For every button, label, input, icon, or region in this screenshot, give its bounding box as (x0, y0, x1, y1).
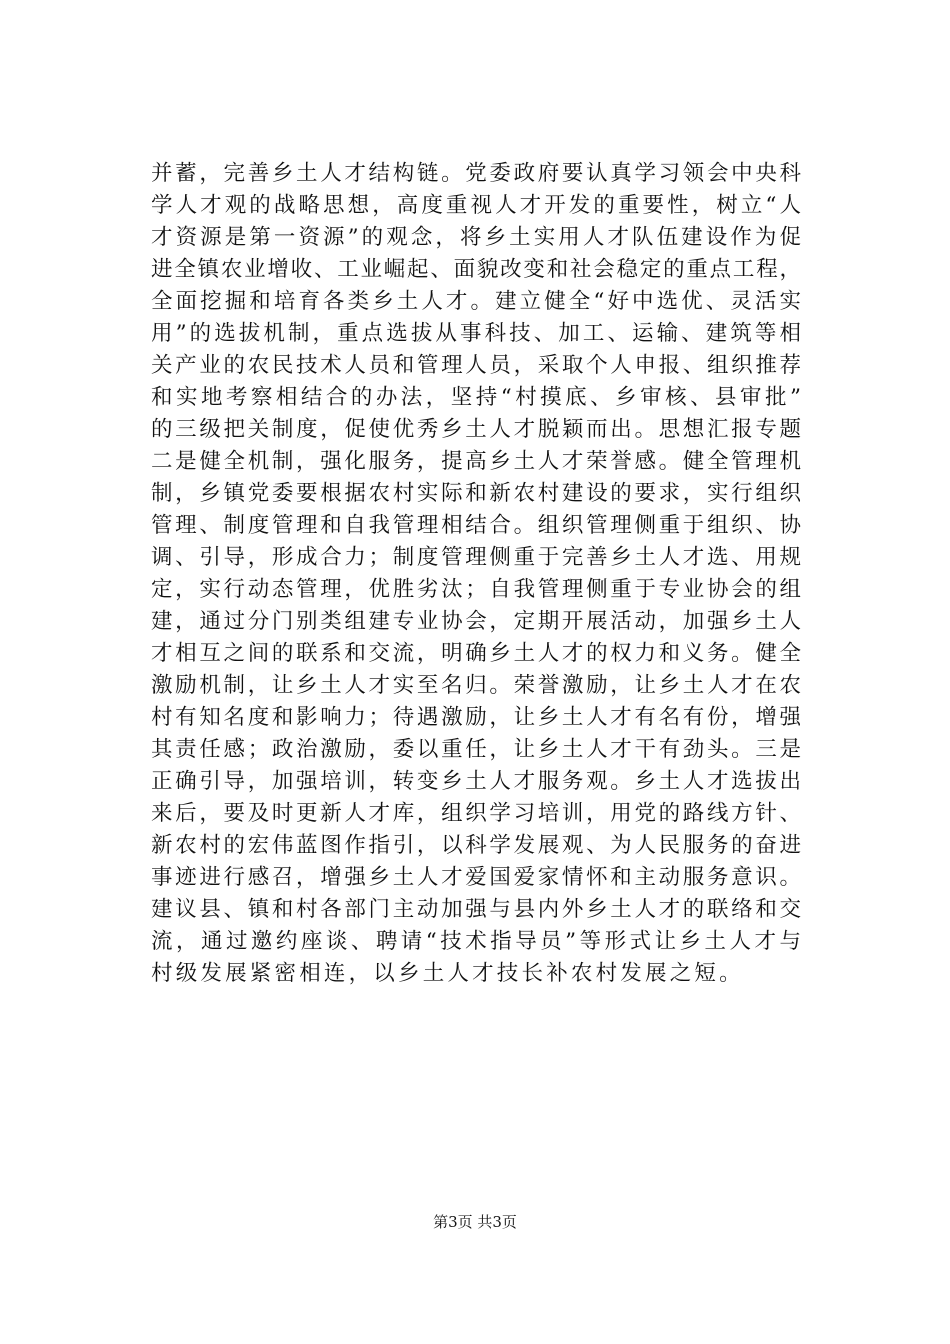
text-line: 激励机制，让乡土人才实至名归。荣誉激励，让乡土人才在农 (151, 673, 801, 698)
text-line: 关产业的农民技术人员和管理人员，采取个人申报、组织推荐 (151, 353, 801, 378)
text-line: 调、引导，形成合力；制度管理侧重于完善乡土人才选、用规 (151, 545, 801, 570)
text-line: 才相互之间的联系和交流，明确乡土人才的权力和义务。健全 (151, 641, 801, 666)
text-line: 村有知名度和影响力；待遇激励，让乡土人才有名有份，增强 (151, 705, 801, 730)
text-line: 二是健全机制，强化服务，提高乡土人才荣誉感。健全管理机 (151, 449, 801, 474)
text-line: 事迹进行感召，增强乡土人才爱国爱家情怀和主动服务意识。 (151, 865, 801, 890)
text-line: 建议县、镇和村各部门主动加强与县内外乡土人才的联络和交 (151, 897, 801, 922)
text-line: 村级发展紧密相连，以乡土人才技长补农村发展之短。 (151, 961, 744, 986)
text-line: 制，乡镇党委要根据农村实际和新农村建设的要求，实行组织 (151, 481, 801, 506)
text-line: 和实地考察相结合的办法，坚持“村摸底、乡审核、县审批” (151, 385, 801, 410)
text-line: 正确引导，加强培训，转变乡土人才服务观。乡土人才选拔出 (151, 769, 801, 794)
text-line: 流，通过邀约座谈、聘请“技术指导员”等形式让乡土人才与 (151, 929, 801, 954)
text-line: 用”的选拔机制，重点选拔从事科技、加工、运输、建筑等相 (151, 321, 801, 346)
text-line: 新农村的宏伟蓝图作指引，以科学发展观、为人民服务的奋进 (151, 833, 801, 858)
text-line: 进全镇农业增收、工业崛起、面貌改变和社会稳定的重点工程， (151, 257, 801, 282)
text-line: 并蓄，完善乡土人才结构链。党委政府要认真学习领会中央科 (151, 161, 801, 186)
text-line: 管理、制度管理和自我管理相结合。组织管理侧重于组织、协 (151, 513, 801, 538)
text-line: 才资源是第一资源”的观念，将乡土实用人才队伍建设作为促 (151, 225, 801, 250)
text-line: 定，实行动态管理，优胜劣汰；自我管理侧重于专业协会的组 (151, 577, 801, 602)
text-line: 其责任感；政治激励，委以重任，让乡土人才干有劲头。三是 (151, 737, 801, 762)
text-line: 全面挖掘和培育各类乡土人才。建立健全“好中选优、灵活实 (151, 289, 801, 314)
text-line: 建，通过分门别类组建专业协会，定期开展活动，加强乡土人 (151, 609, 801, 634)
text-line: 的三级把关制度，促使优秀乡土人才脱颖而出。思想汇报专题 (151, 417, 801, 442)
page-footer (0, 1212, 950, 1232)
page-number: 第3页 共3页 (433, 1213, 517, 1231)
text-line: 来后，要及时更新人才库，组织学习培训，用党的路线方针、 (151, 801, 801, 826)
body-text (151, 158, 801, 990)
text-line: 学人才观的战略思想，高度重视人才开发的重要性，树立“人 (151, 193, 801, 218)
